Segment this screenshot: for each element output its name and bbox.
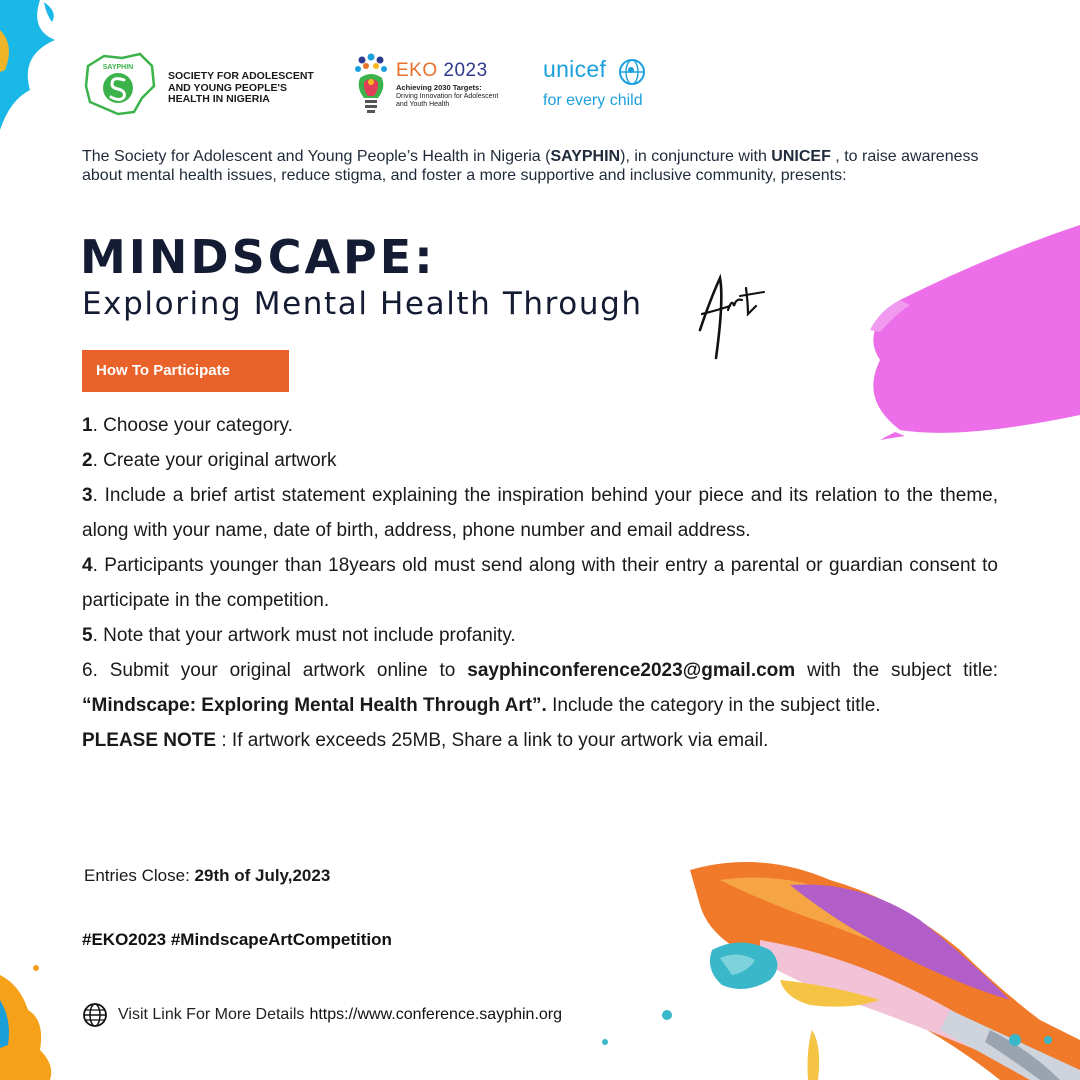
- step-3-number: 3: [82, 485, 93, 506]
- unicef-logo: [540, 56, 660, 116]
- step-6-text-1: 6. Submit your original artwork online to: [82, 660, 468, 681]
- step-2-number: 2: [82, 450, 93, 471]
- please-note-label: PLEASE NOTE: [82, 730, 217, 751]
- unicef-wordmark: unicef: [543, 56, 607, 82]
- sayphin-name-line-3: HEALTH IN NIGERIA: [168, 93, 270, 105]
- step-2-text: . Create your original artwork: [92, 450, 337, 471]
- orange-splash-bottom-left: [0, 965, 51, 1080]
- participation-steps: [82, 408, 998, 758]
- step-6-text-3: Include the category in the subject title.: [546, 695, 881, 716]
- step-1-text: . Choose your category.: [92, 415, 293, 436]
- step-5-text: . Note that your artwork must not include profanity.: [92, 625, 516, 646]
- how-to-participate-button[interactable]: How To Participate: [82, 350, 289, 392]
- eko-tagline: Achieving 2030 Targets:: [396, 83, 482, 92]
- step-6-text-2: with the subject title:: [795, 660, 998, 681]
- intro-text-2: ), in conjuncture with: [620, 148, 772, 165]
- entries-close-label: Entries Close:: [84, 866, 195, 885]
- step-3: [82, 478, 998, 548]
- entries-close: [84, 866, 330, 886]
- conference-website-link[interactable]: https://www.conference.sayphin.org: [309, 1006, 563, 1023]
- sayphin-name: [168, 71, 338, 106]
- please-note: [82, 723, 998, 758]
- step-4-number: 4: [82, 555, 93, 576]
- intro-sayphin: SAYPHIN: [550, 148, 621, 165]
- step-1-number: 1: [82, 415, 93, 436]
- intro-text-3: , to raise awareness about mental health issues, reduce stigma, and foster a more supportive and inclusive community, presents:: [82, 148, 979, 184]
- eko-word: EKO: [396, 60, 438, 81]
- subject-title: “Mindscape: Exploring Mental Health Through Art”.: [82, 695, 547, 716]
- unicef-globe-icon: [618, 58, 646, 86]
- submission-email-link[interactable]: sayphinconference2023@gmail.com: [467, 660, 796, 681]
- intro-text-1: The Society for Adolescent and Young People’s Health in Nigeria (: [82, 148, 551, 165]
- please-note-text: : If artwork exceeds 25MB, Share a link to your artwork via email.: [216, 730, 769, 751]
- sayphin-name-line-1: SOCIETY FOR ADOLESCENT: [168, 70, 314, 82]
- hashtags: #EKO2023 #MindscapeArtCompetition: [82, 930, 392, 949]
- step-2: [82, 443, 998, 478]
- eko-title: [396, 60, 488, 82]
- sayphin-map-icon: [82, 52, 158, 116]
- unicef-tagline: for every child: [543, 92, 643, 109]
- sayphin-badge-text: SAYPHIN: [102, 64, 134, 71]
- sayphin-logo: [82, 52, 322, 116]
- step-1: [82, 408, 998, 443]
- paint-brush-illustration: [602, 862, 1080, 1080]
- step-4: [82, 548, 998, 618]
- step-3-text: . Include a brief artist statement explaining the inspiration behind your piece and its relation to the theme, along with your name, date of birth, address, phone number and email address.: [82, 485, 998, 541]
- more-details-label: Visit Link For More Details: [118, 1006, 305, 1023]
- step-5-number: 5: [82, 625, 93, 646]
- step-4-text: . Participants younger than 18years old must send along with their entry a parental or guardian consent to participate in the competition.: [82, 555, 998, 611]
- eko-lightbulb-icon: [352, 52, 392, 120]
- cyan-splash-top-left: [0, 0, 55, 130]
- step-5: [82, 618, 998, 653]
- globe-icon: [82, 1002, 108, 1028]
- sayphin-name-line-2: AND YOUNG PEOPLE'S: [168, 81, 287, 94]
- step-6: [82, 653, 998, 723]
- eko2023-logo: [352, 52, 512, 120]
- page-subtitle: Exploring Mental Health Through: [82, 286, 643, 322]
- intro-paragraph: [82, 147, 1002, 185]
- eko-subtagline: Driving Innovation for Adolescent and Youth Health: [396, 93, 499, 108]
- page-title: MINDSCAPE:: [80, 230, 436, 284]
- art-script-word: [690, 270, 780, 362]
- more-details-row: [82, 1002, 562, 1028]
- intro-unicef: UNICEF: [771, 148, 831, 165]
- entries-close-date: 29th of July,2023: [194, 866, 331, 885]
- eko-year: 2023: [443, 60, 488, 81]
